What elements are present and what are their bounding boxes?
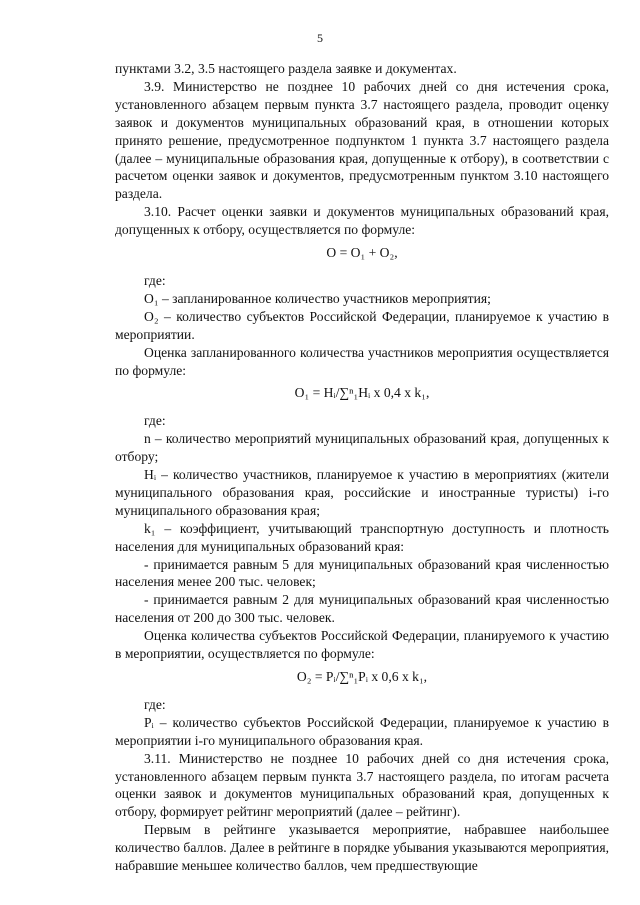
- formula-o2: O₂ = Pᵢ/∑ⁿ₁Pᵢ x 0,6 x k₁,: [296, 669, 428, 684]
- definition-k1: k₁ – коэффициент, учитывающий транспортную доступность и плотность населения для муниципальных образований края:: [115, 520, 609, 554]
- where-label: где:: [144, 413, 166, 429]
- paragraph-o2-intro: Оценка количества субъектов Российской Федерации, планируемого к участию в мероприятии, осуществляется по формуле:: [115, 628, 609, 662]
- paragraph-o1-intro: Оценка запланированного количества участников мероприятия осуществляется по формуле:: [115, 344, 609, 378]
- document-body: [115, 60, 609, 875]
- page-number: 5: [317, 31, 323, 45]
- formula-o: O = O₁ + O₂,: [326, 245, 398, 261]
- definition-o1: O₁ – запланированное количество участников мероприятия;: [144, 290, 491, 306]
- paragraph-rating: Первым в рейтинге указывается мероприятие, набравшее наибольшее количество баллов. Далее в рейтинге в порядке убывания указываются мероприятия, набравшие меньшее количество баллов, чем предшествующие: [115, 822, 609, 874]
- paragraph-3-9: 3.9. Министерство не позднее 10 рабочих дней со дня истечения срока, установленного абзацем первым пункта 3.7 настоящего раздела, проводит оценку заявок и документов муниципальных образований края, в отношении которых принято решение, предусмотренное подпунктом 1 пункта 3.7 настоящего раздела (далее – муниципальные образования края, допущенные к отбору), в соответствии с расчетом оценки заявок и документов, предусмотренным пунктом 3.10 настоящего раздела.: [115, 78, 609, 202]
- definition-hi: Hᵢ – количество участников, планируемое к участию в мероприятиях (жители муниципального образования края, российские и иностранные туристы) i-го муниципального образования края;: [115, 467, 609, 518]
- paragraph-3-10: 3.10. Расчет оценки заявки и документов муниципальных образований края, допущенных к отбору, осуществляется по формуле:: [115, 204, 609, 238]
- definition-n: n – количество мероприятий муниципальных образований края, допущенных к отбору;: [115, 431, 609, 465]
- formula-o1: O₁ = Hᵢ/∑ⁿ₁Hᵢ x 0,4 x k₁,: [294, 385, 430, 401]
- where-label: где:: [144, 696, 166, 712]
- paragraph-continuation: пунктами 3.2, 3.5 настоящего раздела заявке и документах.: [115, 61, 457, 76]
- list-item-k1-2: - принимается равным 2 для муниципальных образований края численностью населения от 200 до 300 тыс. человек.: [115, 592, 609, 626]
- where-label: где:: [144, 272, 166, 288]
- definition-o2: O₂ – количество субъектов Российской Федерации, планируемое к участию в мероприятии.: [115, 308, 609, 342]
- list-item-k1-5: - принимается равным 5 для муниципальных образований края численностью населения менее 200 тыс. человек;: [115, 556, 609, 590]
- definition-pi: Pᵢ – количество субъектов Российской Федерации, планируемое к участию в мероприятии i-го муниципального образования края.: [115, 714, 609, 748]
- paragraph-3-11: 3.11. Министерство не позднее 10 рабочих дней со дня истечения срока, установленного абзацем первым пункта 3.7 настоящего раздела, по итогам расчета оценки заявок и документов муниципальных образований края, допущенных к отбору, формирует рейтинг мероприятий (далее – рейтинг).: [115, 750, 609, 820]
